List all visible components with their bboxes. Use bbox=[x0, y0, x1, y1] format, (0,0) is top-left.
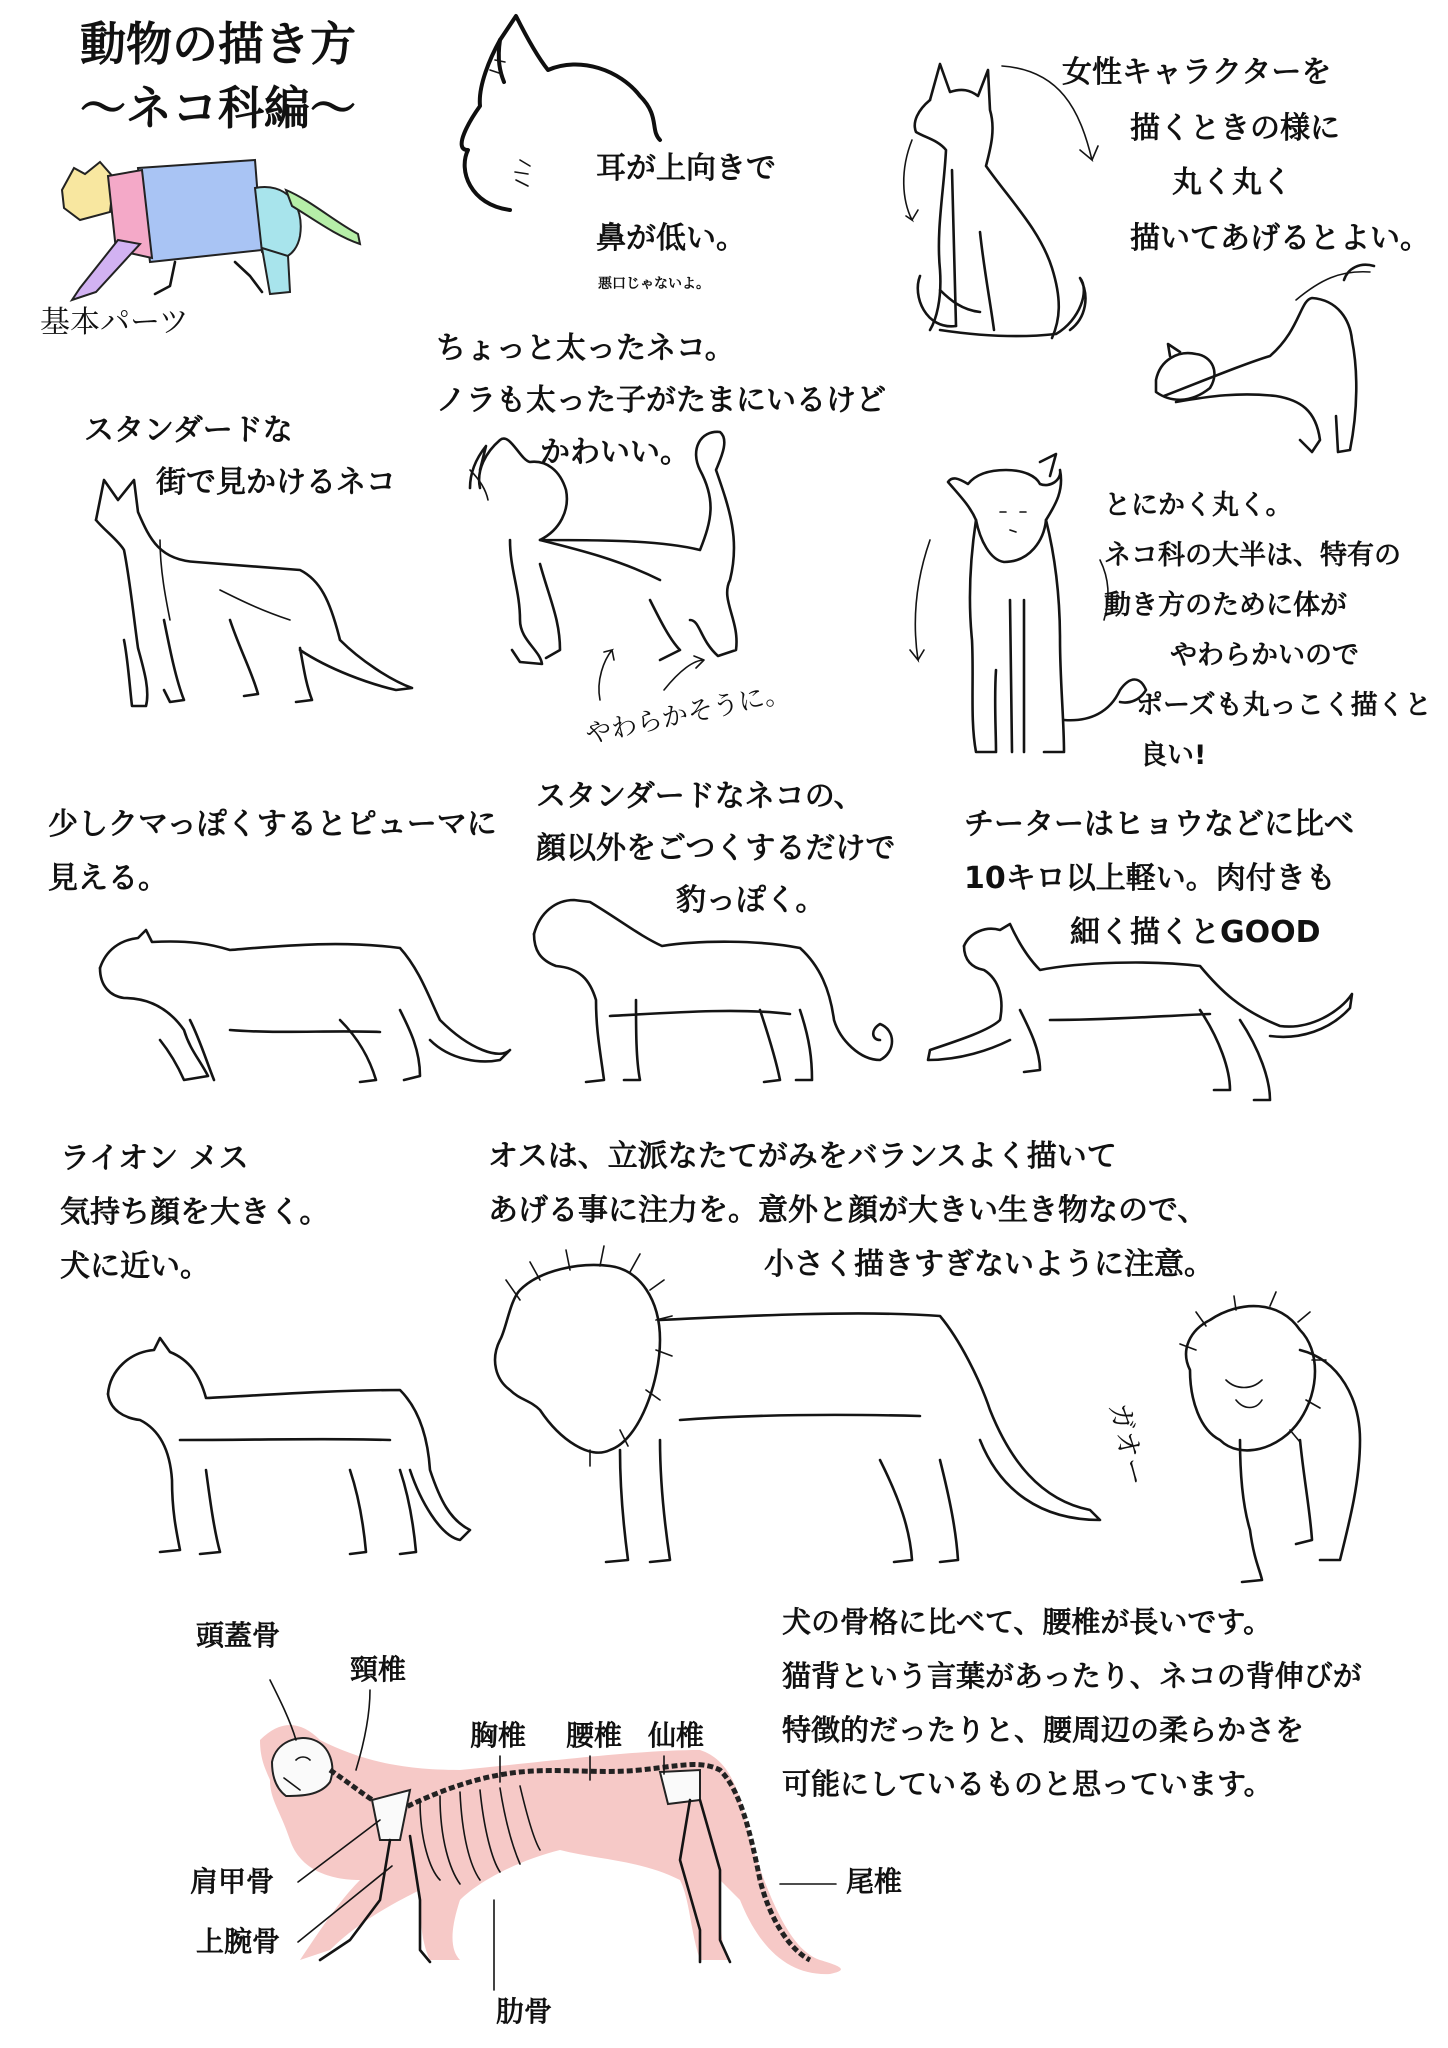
skeleton-text-line4: 可能にしているものと思っています。 bbox=[782, 1767, 1273, 1801]
fat-cat-line2: ノラも太った子がたまにいるけど bbox=[436, 383, 886, 418]
standard-cat-illustration bbox=[96, 480, 412, 706]
sacral-label: 仙椎 bbox=[648, 1719, 705, 1752]
round-note-line5: ポーズも丸っこく描くと bbox=[1136, 690, 1432, 721]
page-title-line2: 〜ネコ科編〜 bbox=[80, 81, 356, 135]
skeleton-text-line2: 猫背という言葉があったり、ネコの背伸びが bbox=[782, 1659, 1362, 1693]
part-head bbox=[62, 162, 114, 220]
scapula-label: 肩甲骨 bbox=[190, 1865, 275, 1898]
ear-nose-line1: 耳が上向きで bbox=[596, 151, 776, 186]
ear-nose-note: 悪口じゃないよ。 bbox=[598, 276, 710, 292]
lion-male-line1: オスは、立派なたてがみをバランスよく描いて bbox=[488, 1139, 1117, 1174]
stretching-cat-illustration bbox=[1156, 265, 1374, 452]
skull-label: 頭蓋骨 bbox=[196, 1619, 281, 1652]
puma-line2: 見える。 bbox=[48, 861, 168, 896]
fat-cat-hand-note: やわらかそうに。 bbox=[582, 677, 793, 751]
puma-line1: 少しクマっぽくするとピューマに bbox=[48, 807, 497, 842]
basic-parts-cat-illustration bbox=[62, 160, 360, 300]
cervical-label: 頸椎 bbox=[350, 1653, 407, 1686]
ear-nose-line2: 鼻が低い。 bbox=[596, 221, 746, 256]
cheetah-line2: 10キロ以上軽い。肉付きも bbox=[964, 861, 1336, 896]
puma-illustration bbox=[100, 930, 510, 1082]
round-note-line4: やわらかいので bbox=[1170, 640, 1359, 671]
standard-cat-line2: 街で見かけるネコ bbox=[156, 465, 396, 500]
basic-parts-label: 基本パーツ bbox=[40, 305, 189, 340]
lion-roar-text: ガオー bbox=[1102, 1399, 1153, 1489]
fat-cat-line3: かわいい。 bbox=[540, 435, 690, 470]
page-title-line1: 動物の描き方 bbox=[80, 17, 356, 71]
roaring-lion-illustration bbox=[1180, 1292, 1360, 1582]
humerus-label: 上腕骨 bbox=[196, 1925, 281, 1958]
lion-male-line2: あげる事に注力を。意外と顔が大きい生き物なので、 bbox=[488, 1193, 1208, 1228]
part-back-leg bbox=[262, 248, 290, 294]
round-note-line1: とにかく丸く。 bbox=[1104, 490, 1293, 521]
skeleton-text-line3: 特徴的だったりと、腰周辺の柔らかさを bbox=[782, 1713, 1305, 1747]
lioness-line2: 気持ち顔を大きく。 bbox=[60, 1195, 330, 1230]
skeleton-text-line1: 犬の骨格に比べて、腰椎が長いです。 bbox=[782, 1605, 1273, 1639]
lion-male-line3: 小さく描きすぎないように注意。 bbox=[764, 1247, 1214, 1282]
female-character-line2: 描くときの様に bbox=[1130, 111, 1340, 146]
round-note-line3: 動き方のために体が bbox=[1104, 590, 1347, 621]
cheetah-line3: 細く描くとGOOD bbox=[1070, 915, 1321, 950]
round-note-line6: 良い! bbox=[1140, 740, 1207, 771]
cheetah-line1: チーターはヒョウなどに比べ bbox=[964, 807, 1354, 842]
lioness-line1: ライオン メス bbox=[60, 1141, 249, 1176]
male-lion-illustration bbox=[495, 1246, 1100, 1562]
lumbar-label: 腰椎 bbox=[566, 1719, 623, 1752]
part-front-leg bbox=[72, 240, 140, 300]
rib-label: 肋骨 bbox=[496, 1995, 553, 2028]
leopard-illustration bbox=[534, 900, 892, 1082]
leopard-line3: 豹っぽく。 bbox=[676, 883, 826, 918]
fat-cat-line1: ちょっと太ったネコ。 bbox=[436, 331, 735, 366]
leopard-line1: スタンダードなネコの、 bbox=[536, 779, 864, 814]
female-character-line3: 丸く丸く bbox=[1172, 165, 1292, 200]
part-body bbox=[138, 160, 262, 262]
lioness-illustration bbox=[108, 1338, 470, 1554]
lioness-line3: 犬に近い。 bbox=[60, 1249, 210, 1284]
female-character-line4: 描いてあげるとよい。 bbox=[1130, 221, 1430, 256]
skull-bone bbox=[272, 1738, 332, 1796]
female-character-line1: 女性キャラクターを bbox=[1062, 55, 1332, 90]
thoracic-label: 胸椎 bbox=[470, 1719, 527, 1752]
leopard-line2: 顔以外をごつくするだけで bbox=[536, 831, 896, 866]
sitting-cat-illustration bbox=[904, 64, 1098, 338]
tail-label: 尾椎 bbox=[846, 1865, 903, 1898]
standard-cat-line1: スタンダードな bbox=[84, 413, 293, 448]
round-note-line2: ネコ科の大半は、特有の bbox=[1104, 540, 1401, 571]
skeleton-diagram bbox=[260, 1680, 841, 1990]
fat-cat-illustration bbox=[470, 432, 737, 700]
